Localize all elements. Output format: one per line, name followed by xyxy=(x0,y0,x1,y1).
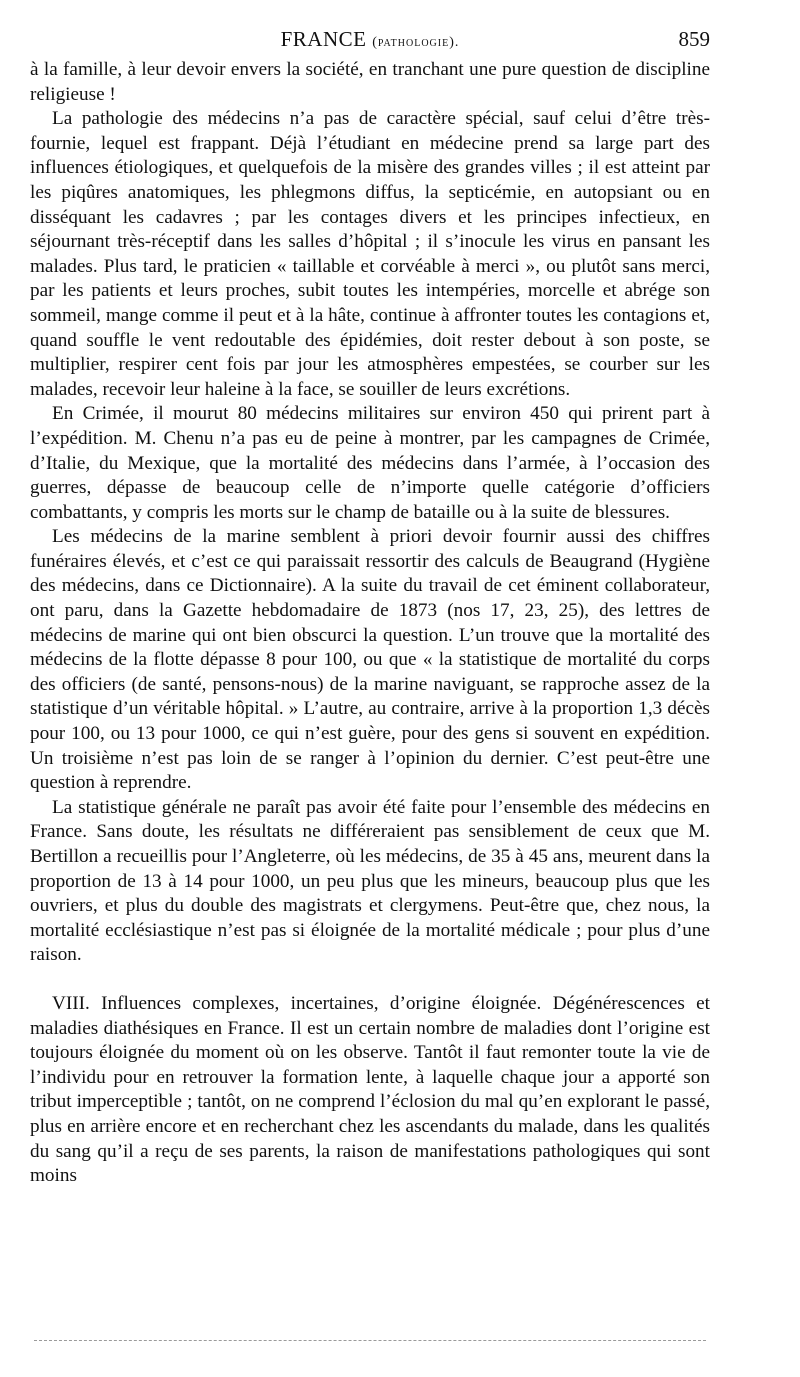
running-title xyxy=(30,26,710,56)
running-title-sub: (pathologie). xyxy=(372,35,460,50)
paragraph-2: La pathologie des médecins n’a pas de caractère spécial, sauf celui d’être très-fournie, lequel est frappant. Déjà l’étudiant en médecine prend sa large part des influences étiologiques, et quelquefois de la misère des grandes villes ; il est atteint par les piqûres anatomiques, les phlegmons diffus, la septicémie, en autopsiant ou en disséquant les cadavres ; par les contages divers et les principes infectieux, en séjournant très-réceptif dans les salles d’hôpital ; il s’inocule les virus en pansant les malades. Plus tard, le praticien « taillable et corvéable à merci », ou plutôt sans merci, par les patients et leurs proches, subit toutes les intempéries, morcelle et abrége son sommeil, mange comme il peut et à la hâte, continue à affronter toutes les contagions et, quand souffle le vent redoutable des épidémies, doit rester debout à son poste, se multiplier, respirer cent fois par jour les atmosphères empestées, se courber sur les malades, recevoir leur haleine à la face, se souiller de leurs excrétions. xyxy=(30,108,710,400)
paragraph-4: Les médecins de la marine semblent à priori devoir fournir aussi des chiffres funéraires élevés, et c’est ce qui paraissait ressortir des calculs de Beaugrand (Hygiène des médecins, dans ce Dictionnaire). A la suite du travail de cet éminent collaborateur, ont paru, dans la Gazette hebdomadaire de 1873 (nos 17, 23, 25), des lettres de médecins de marine qui ont bien obscurci la question. L’un trouve que la mortalité des médecins de la flotte dépasse 8 pour 100, ou que « la statistique de mortalité du corps des officiers (de santé, pensons-nous) de la marine naviguant, se rapproche assez de la statistique d’un véritable hôpital. » L’autre, au contraire, arrive à la proportion 1,3 décès pour 100, ou 13 pour 1000, ce qui n’est guère, pour des gens si souvent en expédition. Un troisième n’est pas loin de se ranger à l’opinion du dernier. C’est peut-être une question à reprendre. xyxy=(30,526,710,794)
page-header xyxy=(30,26,710,52)
paragraph-1: à la famille, à leur devoir envers la société, en tranchant une pure question de discipline religieuse ! xyxy=(30,59,710,105)
body-text xyxy=(30,58,710,1189)
paragraph-5: La statistique générale ne paraît pas avoir été faite pour l’ensemble des médecins en France. Sans doute, les résultats ne différeraient pas sensiblement de ceux que M. Bertillon a recueillis pour l’Angleterre, où les médecins, de 35 à 45 ans, meurent dans la proportion de 13 à 14 pour 1000, un peu plus que les mineurs, beaucoup plus que les ouvriers, et plus du double des magistrats et clergymens. Peut-être que, chez nous, la mortalité ecclésiastique n’est pas si éloignée de la mortalité médicale ; pour plus d’une raison. xyxy=(30,796,710,966)
footer-rule xyxy=(34,1340,706,1341)
running-title-main: FRANCE xyxy=(280,27,367,51)
section-viii-paragraph: VIII. Influences complexes, incertaines, d’origine éloignée. Dégénérescences et maladies diathésiques en France. Il est un certain nombre de maladies dont l’origine est toujours éloignée du moment où on les observe. Tantôt il faut remonter toute la vie de l’individu pour en retrouver la formation lente, à laquelle chaque jour a apporté son tribut imperceptible ; tantôt, on ne comprend l’éclosion du mal qu’en explorant le passé, plus en arrière encore et en recherchant chez les ascendants du malade, dans les qualités du sang qu’il a reçu de ses parents, la raison de manifestations pathologiques qui sont moins xyxy=(30,992,710,1187)
page-number: 859 xyxy=(678,27,710,51)
paragraph-3: En Crimée, il mourut 80 médecins militaires sur environ 450 qui prirent part à l’expédition. M. Chenu n’a pas eu de peine à montrer, par les campagnes de Crimée, d’Italie, du Mexique, que la mortalité des médecins dans l’armée, à l’occasion des guerres, dépasse de beaucoup celle de n’importe quelle catégorie d’officiers combattants, y compris les morts sur le champ de bataille ou à la suite de blessures. xyxy=(30,403,710,523)
